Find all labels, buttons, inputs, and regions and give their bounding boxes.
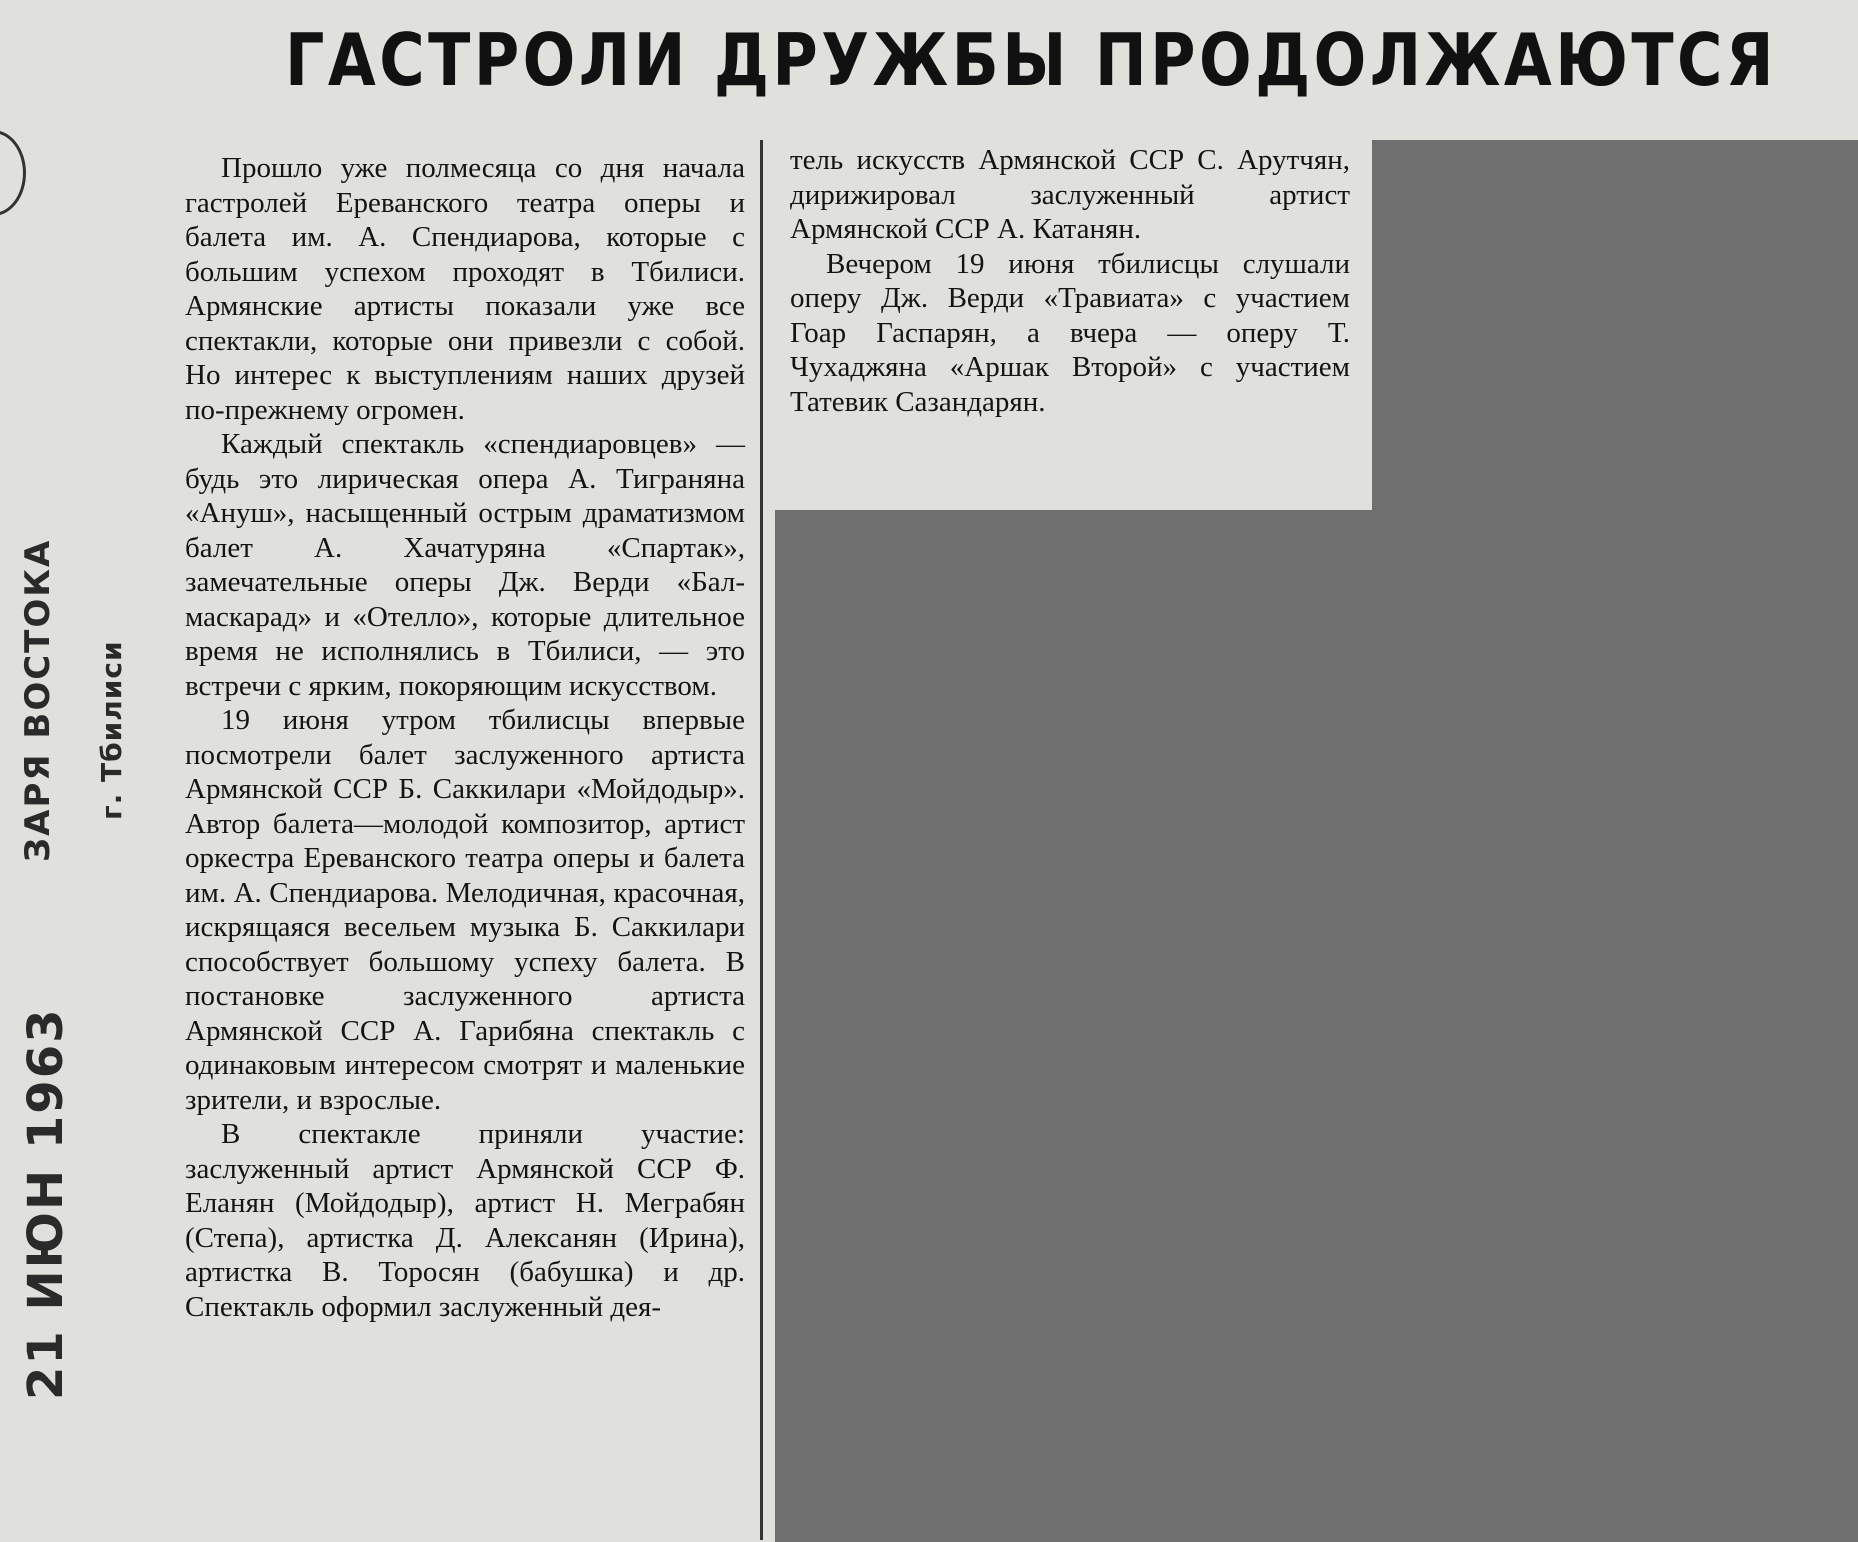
article-column-left [185,151,745,1324]
article-headline: ГАСТРОЛИ ДРУЖБЫ ПРОДОЛЖАЮТСЯ [285,18,1778,102]
paragraph: 19 июня утром тбилисцы впервые посмотрели балет заслуженного артиста Армянской ССР Б. Саккилари «Мойдодыр». Автор балета—молодой композитор, артист оркестра Ереванского театра оперы и балета им. А. Спендиарова. Мелодичная, красочная, искрящаяся весельем музыка Б. Саккилари способствует большому успеху балета. В постановке заслуженного артиста Армянской ССР А. Гарибяна спектакль с одинаковым интересом смотрят и маленькие зрители, и взрослые. [185,704,745,1116]
paragraph: В спектакле приняли участие: заслуженный артист Армянской ССР Ф. Еланян (Мойдодыр), артист Н. Меграбян (Степа), артистка Д. Алексанян (Ирина), артистка В. Торосян (бабушка) и др. Спектакль оформил заслуженный дея- [185,1118,745,1323]
article-column-right [790,143,1350,419]
paragraph: Каждый спектакль «спендиаровцев» — будь это лирическая опера А. Тиграняна «Ануш», насыщенный острым драматизмом балет А. Хачатуряна «Спартак», замечательные оперы Дж. Верди «Бал-маскарад» и «Отелло», которые длительное время не исполнялись в Тбилиси, — это встречи с ярким, покоряющим искусством. [185,428,745,702]
paragraph: Вечером 19 июня тбилисцы слушали оперу Дж. Верди «Травиата» с участием Гоар Гаспарян, а вчера — оперу Т. Чухаджяна «Аршак Второй» с участием Татевик Сазандарян. [790,247,1350,418]
paragraph: Прошло уже полмесяца со дня начала гастролей Ереванского театра оперы и балета им. А. Спендиарова, которые с большим успехом проходят в Тбилиси. Армянские артисты показали уже все спектакли, которые они привезли с собой. Но интерес к выступлениям наших друзей по-прежнему огромен. [185,152,745,426]
city-stamp: г. Тбилиси [95,640,128,820]
newspaper-stamp: ЗАРЯ ВОСТОКА [18,538,58,862]
date-stamp: 21 ИЮН 1963 [18,1007,74,1400]
column-divider [760,140,763,1540]
paragraph: тель искусств Армянской ССР С. Арутчян, дирижировал заслуженный артист Армянской ССР А. Катанян. [790,144,1350,245]
